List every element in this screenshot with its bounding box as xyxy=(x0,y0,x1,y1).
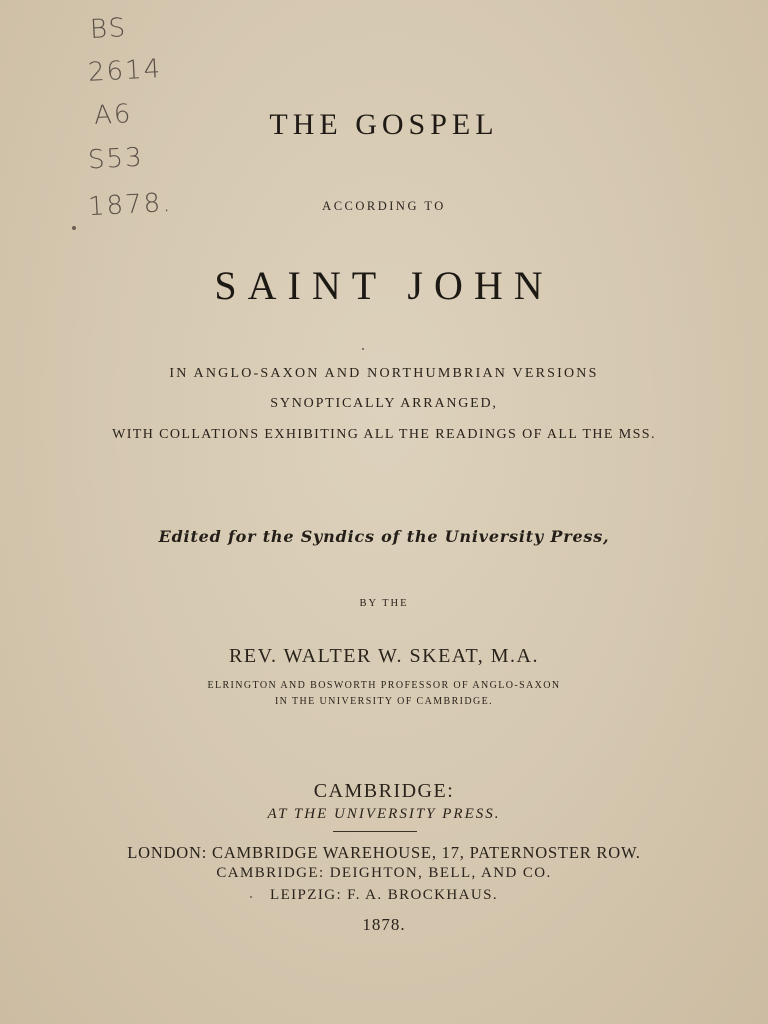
imprint-city: CAMBRIDGE: xyxy=(313,780,455,802)
edited-for-syndics: Edited for the Syndics of the University Press, xyxy=(158,527,610,546)
title-subject: SAINT JOHN xyxy=(214,263,554,308)
imprint-london: LONDON: CAMBRIDGE WAREHOUSE, 17, PATERNOSTER ROW. xyxy=(127,843,641,862)
shelfmark-line-2: 2614 xyxy=(87,54,163,88)
shelfmark-line-3: A6 xyxy=(93,99,134,131)
imprint-press: AT THE UNIVERSITY PRESS. xyxy=(267,806,501,822)
title-main: THE GOSPEL xyxy=(269,108,499,141)
imprint-year: 1878. xyxy=(362,915,406,934)
subtitle-line-2: SYNOPTICALLY ARRANGED, xyxy=(270,396,498,411)
imprint-leipzig: LEIPZIG: F. A. BROCKHAUS. xyxy=(270,887,498,903)
paper-speck xyxy=(250,896,252,898)
shelfmark-line-5: 1878. xyxy=(87,187,174,223)
shelfmark-line-1: BS xyxy=(89,13,128,45)
shelfmark-line-4: S53 xyxy=(87,142,145,176)
author-position-line-1: ELRINGTON AND BOSWORTH PROFESSOR OF ANGLO-SAXON xyxy=(207,680,561,691)
imprint-cambridge: CAMBRIDGE: DEIGHTON, BELL, AND CO. xyxy=(216,865,552,881)
author-name: REV. WALTER W. SKEAT, M.A. xyxy=(229,645,539,667)
by-the: BY THE xyxy=(359,598,409,609)
paper-speck xyxy=(72,226,76,230)
subtitle-line-1: IN ANGLO-SAXON AND NORTHUMBRIAN VERSIONS xyxy=(169,366,599,381)
author-position-line-2: IN THE UNIVERSITY OF CAMBRIDGE. xyxy=(274,696,494,707)
paper-speck xyxy=(362,348,364,350)
title-according: ACCORDING TO xyxy=(322,199,446,213)
imprint-divider xyxy=(333,831,417,832)
subtitle-line-3: WITH COLLATIONS EXHIBITING ALL THE READINGS OF ALL THE MSS. xyxy=(112,427,656,442)
